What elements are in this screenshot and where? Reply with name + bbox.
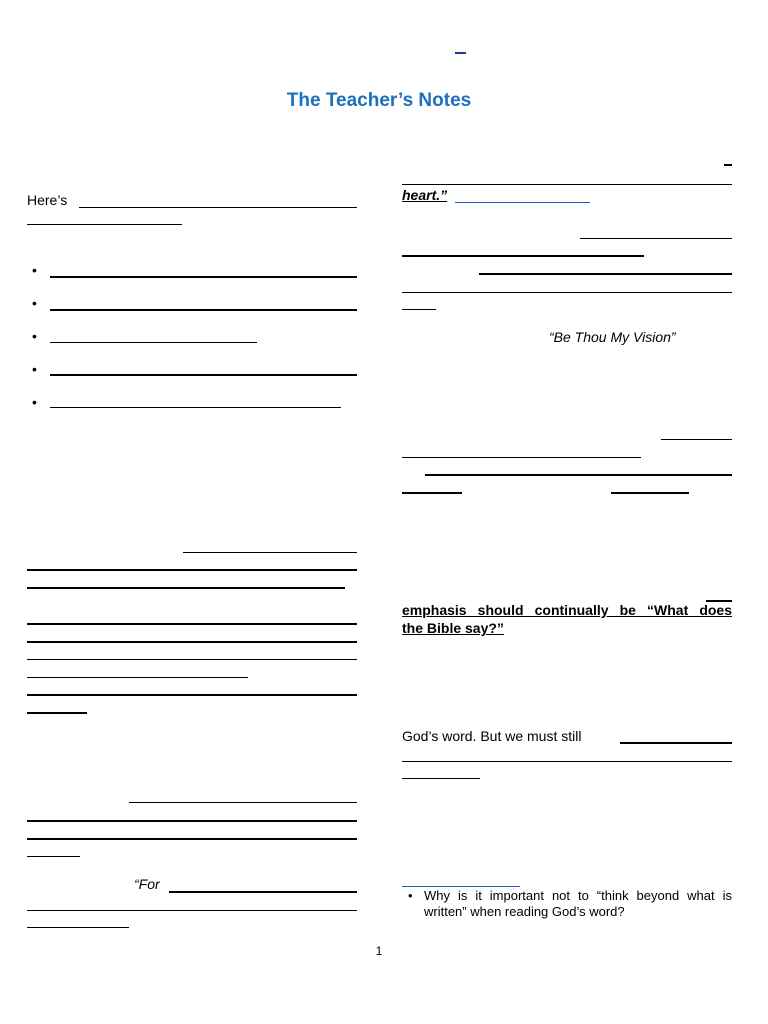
fill-blank xyxy=(27,677,248,678)
fill-blank xyxy=(27,623,357,625)
fill-blank xyxy=(50,276,357,278)
fill-blank xyxy=(169,891,357,893)
fill-blank xyxy=(27,820,357,822)
emphasis-statement-end: the Bible say?” xyxy=(402,620,504,636)
fill-blank xyxy=(27,587,345,589)
fill-blank xyxy=(580,238,732,239)
fill-blank xyxy=(661,439,732,440)
fill-blank xyxy=(27,856,80,857)
fill-blank xyxy=(402,184,732,185)
bullet-dot: • xyxy=(32,328,37,344)
fill-blank xyxy=(27,224,182,225)
fill-blank xyxy=(27,641,357,643)
bullet-dot: • xyxy=(32,361,37,377)
fill-blank xyxy=(402,457,641,458)
bullet-dot: • xyxy=(32,262,37,278)
page-number: 1 xyxy=(375,944,383,958)
fill-blank xyxy=(402,778,480,779)
fill-blank xyxy=(79,207,357,208)
heart-quote: heart.” xyxy=(402,187,448,203)
fill-blank xyxy=(27,910,357,911)
discussion-question xyxy=(402,888,732,920)
fill-blank xyxy=(183,552,357,553)
header-dash xyxy=(455,52,466,54)
fill-blank xyxy=(611,492,689,494)
fill-blank xyxy=(402,255,644,257)
fill-blank xyxy=(50,374,357,376)
fill-blank xyxy=(425,474,732,476)
fill-blank xyxy=(402,761,732,762)
bullet-dot: • xyxy=(408,888,413,903)
fill-blank xyxy=(129,802,357,803)
gods-word-text: God’s word. But we must still xyxy=(402,728,582,744)
intro-label: Here’s xyxy=(27,192,68,208)
fill-blank xyxy=(50,342,257,343)
fill-blank xyxy=(50,407,341,408)
fill-blank xyxy=(27,569,357,571)
fill-blank xyxy=(50,309,357,311)
bullet-dot: • xyxy=(32,295,37,311)
bullet-dot: • xyxy=(32,394,37,410)
fill-blank xyxy=(479,273,732,275)
link-blank xyxy=(402,886,520,887)
emphasis-statement: emphasis should continually be “What does xyxy=(402,602,732,618)
question-text: Why is it important not to “think beyond what is written” when reading God’s word? xyxy=(424,888,732,919)
fill-blank xyxy=(724,164,732,166)
fill-blank xyxy=(402,309,436,310)
fill-blank xyxy=(402,292,732,293)
fill-blank xyxy=(27,927,129,928)
hymn-title: “Be Thou My Vision” xyxy=(549,329,676,345)
for-quote: “For xyxy=(134,876,160,892)
fill-blank xyxy=(27,659,357,660)
fill-blank xyxy=(27,694,357,696)
fill-blank xyxy=(402,492,462,494)
fill-blank xyxy=(620,742,732,744)
page-title: The Teacher’s Notes xyxy=(286,90,472,111)
fill-blank xyxy=(27,838,357,840)
link-blank xyxy=(455,202,590,203)
fill-blank xyxy=(27,712,87,714)
